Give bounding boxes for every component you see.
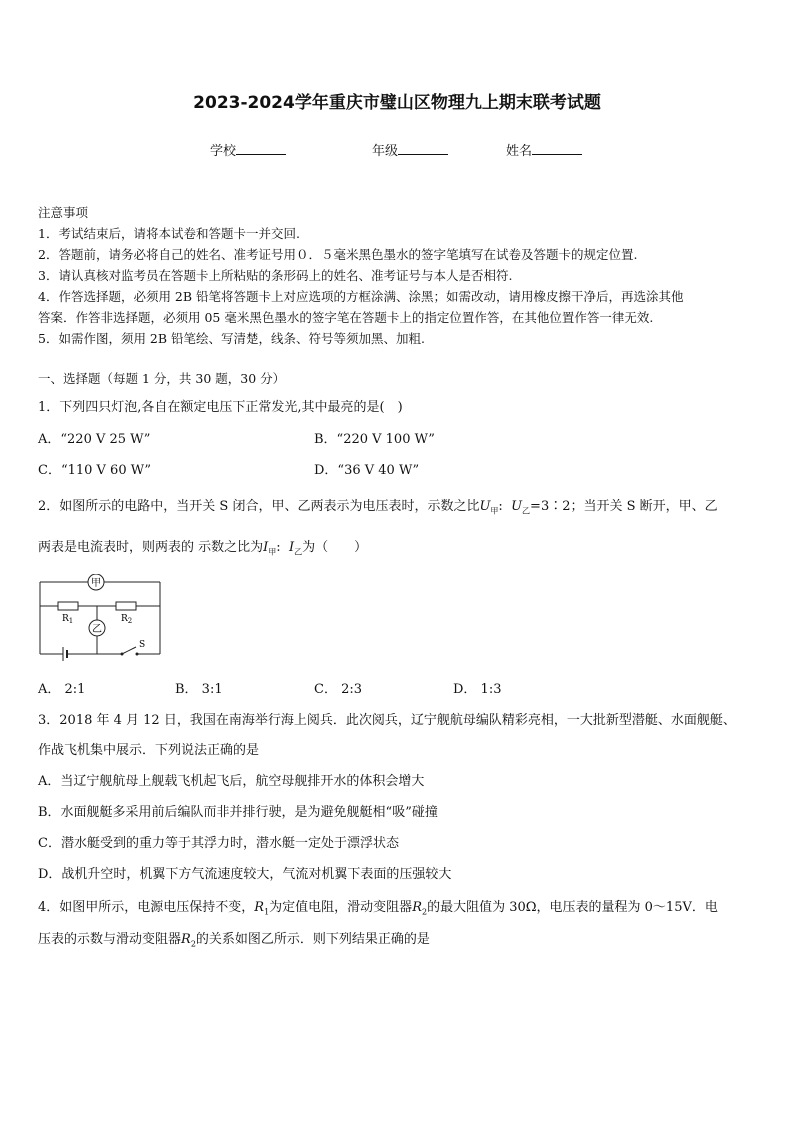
subscript: 甲 (490, 506, 499, 516)
subscript: 乙 (294, 547, 303, 557)
question-3-option-a: A．当辽宁舰航母上舰载飞机起飞后，航空母舰排开水的体积会增大 (38, 774, 425, 789)
r2-symbol: R (412, 900, 422, 915)
notice-item: 2．答题前，请务必将自己的姓名、准考证号用０．５毫米黑色墨水的签字笔填写在试卷及答题卡的规定位置. (38, 247, 638, 262)
page-title: 2023-2024学年重庆市璧山区物理九上期末联考试题 (193, 93, 601, 113)
question-2-option-c: C． 2:3 (314, 682, 363, 697)
question-1-stem: 1．下列四只灯泡,各自在额定电压下正常发光,其中最亮的是( ) (38, 400, 403, 415)
q2-text: ；当开关 S 断开，甲、乙 (570, 499, 718, 514)
notice-item: 5．如需作图，须用 2B 铅笔绘、写清楚，线条、符号等须加黑、加粗. (38, 331, 426, 346)
question-1-option-d: D．“36 V 40 W” (314, 463, 420, 478)
name-label: 姓名 (506, 144, 533, 159)
resistor-r1-icon (58, 602, 78, 610)
circuit-diagram (36, 574, 166, 664)
question-2-option-a: A． 2:1 (38, 682, 86, 697)
question-4-line-1 (38, 896, 718, 917)
school-field (210, 140, 286, 159)
r1-symbol: R (254, 900, 265, 915)
question-2-option-b: B． 3:1 (175, 682, 223, 697)
ratio-value: =3∶2 (530, 499, 571, 514)
question-1-option-b: B．“220 V 100 W” (314, 432, 435, 447)
question-3-line-2: 作战飞机集中展示．下列说法正确的是 (38, 743, 260, 758)
subscript: 乙 (522, 506, 531, 516)
question-3-option-d: D．战机升空时，机翼下方气流速度较大，气流对机翼下表面的压强较大 (38, 867, 452, 882)
switch-icon (122, 647, 136, 654)
question-2-line-2 (38, 536, 367, 558)
school-label: 学校 (210, 144, 237, 159)
subscript: 1 (264, 907, 270, 917)
question-3-line-1: 3．2018 年 4 月 12 日，我国在南海举行海上阅兵．此次阅兵，辽宁舰航母编队精彩亮相，一大批新型潜艇、水面舰艇、 (38, 713, 736, 728)
q2-text: 2．如图所示的电路中，当开关 S 闭合，甲、乙两表示为电压表时，示数之比 (38, 499, 480, 514)
switch-label: S (139, 640, 146, 650)
ratio-colon: : (498, 499, 503, 514)
current-symbol: I (288, 540, 295, 555)
subscript: 2 (190, 939, 196, 949)
question-1-option-c: C．“110 V 60 W” (38, 463, 151, 478)
q4-text: 的关系如图乙所示．则下列结果正确的是 (195, 932, 430, 947)
current-symbol: I (263, 540, 269, 555)
resistor-r2-icon (116, 602, 136, 610)
switch-pivot-icon (121, 653, 124, 656)
ratio-colon: : (276, 540, 281, 555)
section-heading: 一、选择题（每题 1 分，共 30 题，30 分） (38, 371, 286, 386)
grade-label: 年级 (372, 144, 399, 159)
name-blank (532, 143, 582, 155)
question-3-option-c: C．潜水艇受到的重力等于其浮力时，潜水艇一定处于漂浮状态 (38, 836, 399, 851)
voltage-symbol: U (479, 499, 491, 514)
meter-jia-label: 甲 (91, 578, 101, 589)
r1-label: $R_1$ (62, 614, 74, 625)
q2-text: 两表是电流表时，则两表的 示数之比为 (38, 540, 264, 555)
name-field (506, 140, 582, 159)
notice-item: 1．考试结束后，请将本试卷和答题卡一并交回. (38, 226, 300, 241)
notice-item: 3．请认真核对监考员在答题卡上所粘贴的条形码上的姓名、准考证号与本人是否相符. (38, 268, 513, 283)
subscript: 甲 (268, 547, 277, 557)
q4-text: 为定值电阻，滑动变阻器 (269, 900, 413, 915)
question-2-option-d: D． 1:3 (453, 682, 502, 697)
subscript: 2 (421, 907, 428, 917)
voltage-symbol: U (511, 499, 523, 514)
q2-text: 为（ ） (302, 540, 368, 555)
grade-field (372, 140, 448, 159)
r2-label: $R_2$ (121, 614, 133, 625)
question-3-option-b: B．水面舰艇多采用前后编队而非并排行驶，是为避免舰艇相“吸”碰撞 (38, 805, 438, 820)
notice-item: 4．作答选择题，必须用 2B 铅笔将答题卡上对应选项的方框涂满、涂黑；如需改动，请用橡皮擦干净后，再选涂其他 (38, 289, 684, 304)
meter-yi-label: 乙 (92, 624, 102, 635)
notice-heading: 注意事项 (38, 205, 89, 220)
question-2-line-1 (38, 495, 718, 517)
r2-symbol: R (181, 932, 191, 947)
q4-text: 的最大阻值为 30Ω，电压表的量程为 0～15V．电 (427, 900, 718, 915)
q4-text: 4．如图甲所示，电源电压保持不变， (38, 900, 255, 915)
notice-item: 答案．作答非选择题，必须用 05 毫米黑色墨水的签字笔在答题卡上的指定位置作答，在其他位置作答一律无效. (38, 310, 654, 325)
grade-blank (398, 143, 448, 155)
question-1-option-a: A．“220 V 25 W” (38, 432, 151, 447)
question-4-line-2 (38, 928, 430, 949)
q4-text: 压表的示数与滑动变阻器 (38, 932, 182, 947)
school-blank (236, 143, 286, 155)
switch-contact-icon (136, 653, 139, 656)
